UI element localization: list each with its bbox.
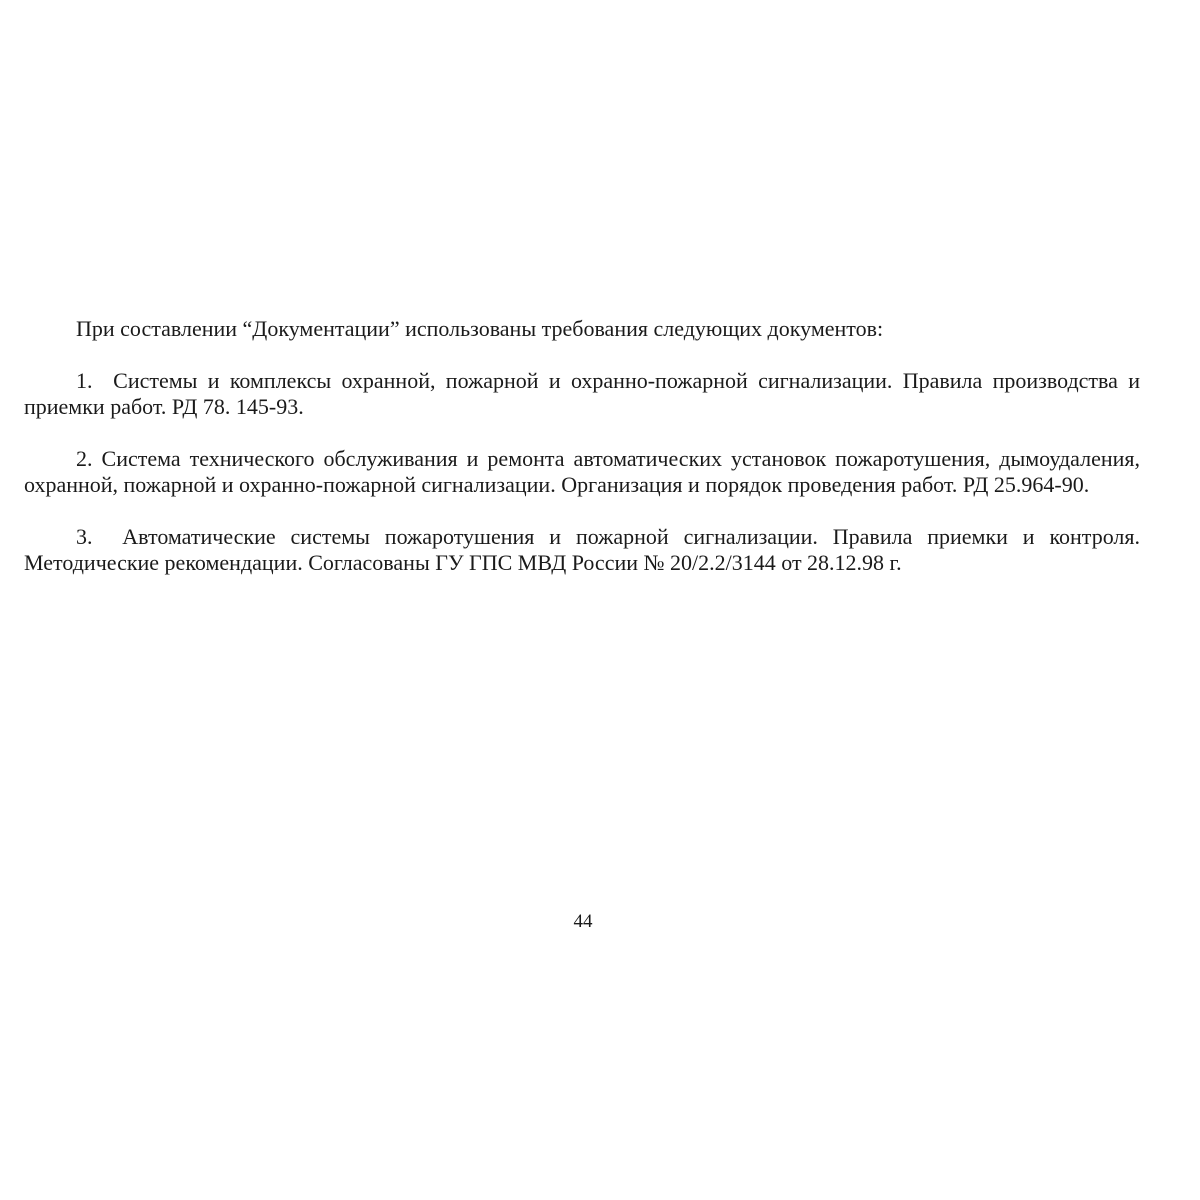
reference-item-2 xyxy=(24,446,1140,498)
reference-item-number: 3. xyxy=(76,524,93,549)
reference-item-number: 2. xyxy=(76,446,93,471)
reference-item-3 xyxy=(24,524,1140,576)
reference-item-1 xyxy=(24,368,1140,420)
reference-item-number: 1. xyxy=(76,368,93,393)
page-number: 44 xyxy=(573,911,593,932)
document-body xyxy=(24,316,1140,602)
reference-item-text: Автоматические системы пожаротушения и пожарной сигнализации. Правила приемки и контроля. Методические рекомендации. Согласованы ГУ ГПС МВД России № 20/2.2/3144 от 28.12.98 г. xyxy=(24,524,1140,575)
reference-item-text: Система технического обслуживания и ремонта автоматических установок пожаротушения, дымоудаления, охранной, пожарной и охранно-пожарной сигнализации. Организация и порядок проведения работ. РД 25.964-90. xyxy=(24,446,1141,497)
intro-paragraph: При составлении “Документации” использованы требования следующих документов: xyxy=(76,316,884,341)
reference-item-text: Системы и комплексы охранной, пожарной и охранно-пожарной сигнализации. Правила производства и приемки работ. РД 78. 145-93. xyxy=(24,368,1140,419)
